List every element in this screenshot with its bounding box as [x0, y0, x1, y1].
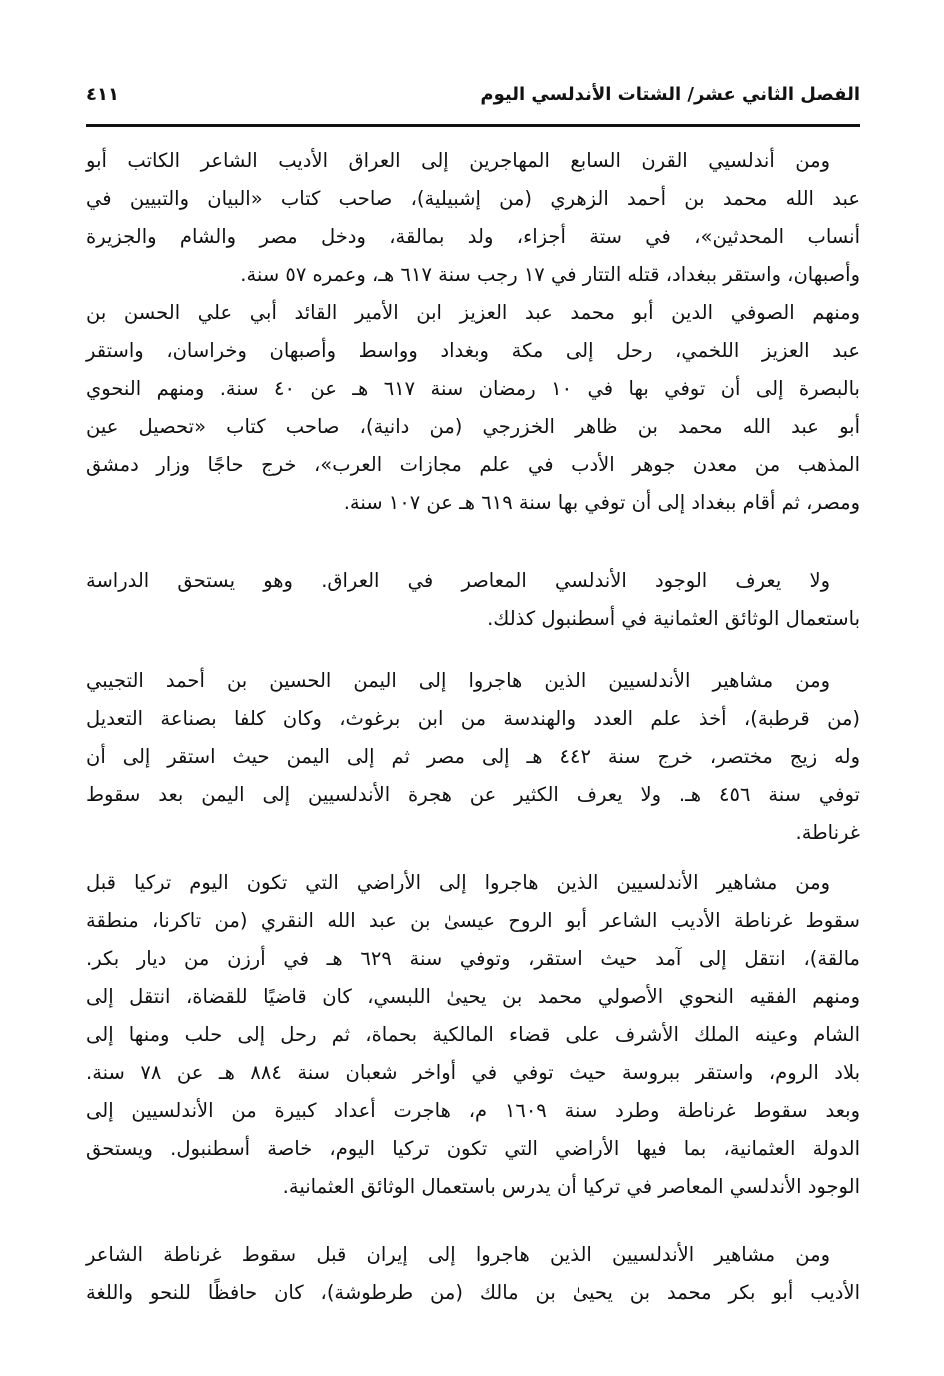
text-line: الوجود الأندلسي المعاصر في تركيا أن يدرس باستعمال الوثائق العثمانية.	[282, 1175, 860, 1198]
text-line: ومنهم الصوفي الدين أبو محمد عبد العزيز ابن الأمير القائد أبي علي الحسن بن	[86, 301, 860, 324]
text-line: عبد الله محمد بن أحمد الزهري (من إشبيلية)، صاحب كتاب «البيان والتبيين في	[86, 187, 860, 210]
text-line: وله زيج مختصر، خرج سنة ٤٤٢ هـ إلى مصر ثم إلى اليمن حيث استقر إلى أن	[86, 745, 860, 768]
text-line: توفي سنة ٤٥٦ هـ. ولا يعرف الكثير عن هجرة الأندلسيين إلى اليمن بعد سقوط	[86, 783, 860, 806]
text-line: ومنهم الفقيه النحوي الأصولي محمد بن يحيىٰ اللبسي، كان قاضيًا للقضاة، انتقل إلى	[86, 985, 860, 1008]
paragraph	[86, 562, 860, 638]
text-line: عبد العزيز اللخمي، رحل إلى مكة وبغداد وواسط وأصبهان وخراسان، واستقر	[86, 339, 860, 362]
text-line: وأصبهان، واستقر ببغداد، قتله التتار في ١٧ رجب سنة ٦١٧ هـ، وعمره ٥٧ سنة.	[240, 263, 860, 286]
text-line: المذهب من معدن جوهر الأدب في علم مجازات العرب»، خرج حاجًا وزار دمشق	[86, 453, 860, 476]
running-title: الفصل الثاني عشر/ الشتات الأندلسي اليوم	[480, 84, 860, 105]
text-line: الدولة العثمانية، بما فيها الأراضي التي تكون تركيا اليوم، خاصة أسطنبول. ويستحق	[86, 1137, 860, 1160]
text-line: الأديب أبو بكر محمد بن يحيىٰ بن مالك (من طرطوشة)، كان حافظًا للنحو واللغة	[86, 1281, 860, 1304]
text-line: مالقة)، انتقل إلى آمد حيث استقر، وتوفي سنة ٦٢٩ هـ في أرزن من ديار بكر.	[86, 947, 860, 970]
text-line: أنساب المحدثين»، في ستة أجزاء، ولد بمالقة، ودخل مصر والشام والجزيرة	[86, 225, 860, 248]
text-line: الشام وعينه الملك الأشرف على قضاء المالكية بحماة، ثم رحل إلى حلب ومنها إلى	[86, 1023, 860, 1046]
text-line: ومن مشاهير الأندلسيين الذين هاجروا إلى اليمن الحسين بن أحمد التجيبي	[86, 669, 830, 692]
text-line: وبعد سقوط غرناطة وطرد سنة ١٦٠٩ م، هاجرت أعداد كبيرة من الأندلسيين إلى	[86, 1099, 860, 1122]
page-header	[86, 84, 860, 114]
text-line: سقوط غرناطة الأديب الشاعر أبو الروح عيسىٰ بن عبد الله النقري (من تاكرنا، منطقة	[86, 909, 860, 932]
text-line: ومن أندلسيي القرن السابع المهاجرين إلى العراق الأديب الشاعر الكاتب أبو	[86, 149, 830, 172]
paragraph	[86, 864, 860, 1206]
paragraph	[86, 1236, 860, 1312]
paragraph	[86, 142, 860, 522]
text-line: (من قرطبة)، أخذ علم العدد والهندسة من ابن برغوث، وكان كلفا بصناعة التعديل	[86, 707, 860, 730]
text-line: غرناطة.	[795, 821, 860, 844]
text-line: ومصر، ثم أقام ببغداد إلى أن توفي بها سنة ٦١٩ هـ عن ١٠٧ سنة.	[343, 491, 860, 514]
page-number: ٤١١	[86, 84, 119, 105]
paragraph	[86, 662, 860, 852]
text-line: باستعمال الوثائق العثمانية في أسطنبول كذلك.	[487, 607, 860, 630]
text-line: ومن مشاهير الأندلسيين الذين هاجروا إلى الأراضي التي تكون اليوم تركيا قبل	[86, 871, 830, 894]
text-line: ولا يعرف الوجود الأندلسي المعاصر في العراق. وهو يستحق الدراسة	[86, 569, 830, 592]
text-line: ومن مشاهير الأندلسيين الذين هاجروا إلى إيران قبل سقوط غرناطة الشاعر	[86, 1243, 830, 1266]
header-rule	[86, 124, 860, 127]
text-line: أبو عبد الله محمد بن ظاهر الخزرجي (من دانية)، صاحب كتاب «تحصيل عين	[86, 415, 860, 438]
text-line: بلاد الروم، واستقر ببروسة حيث توفي في أواخر شعبان سنة ٨٨٤ هـ عن ٧٨ سنة.	[86, 1061, 861, 1084]
text-line: بالبصرة إلى أن توفي بها في ١٠ رمضان سنة ٦١٧ هـ عن ٤٠ سنة. ومنهم النحوي	[86, 377, 860, 400]
